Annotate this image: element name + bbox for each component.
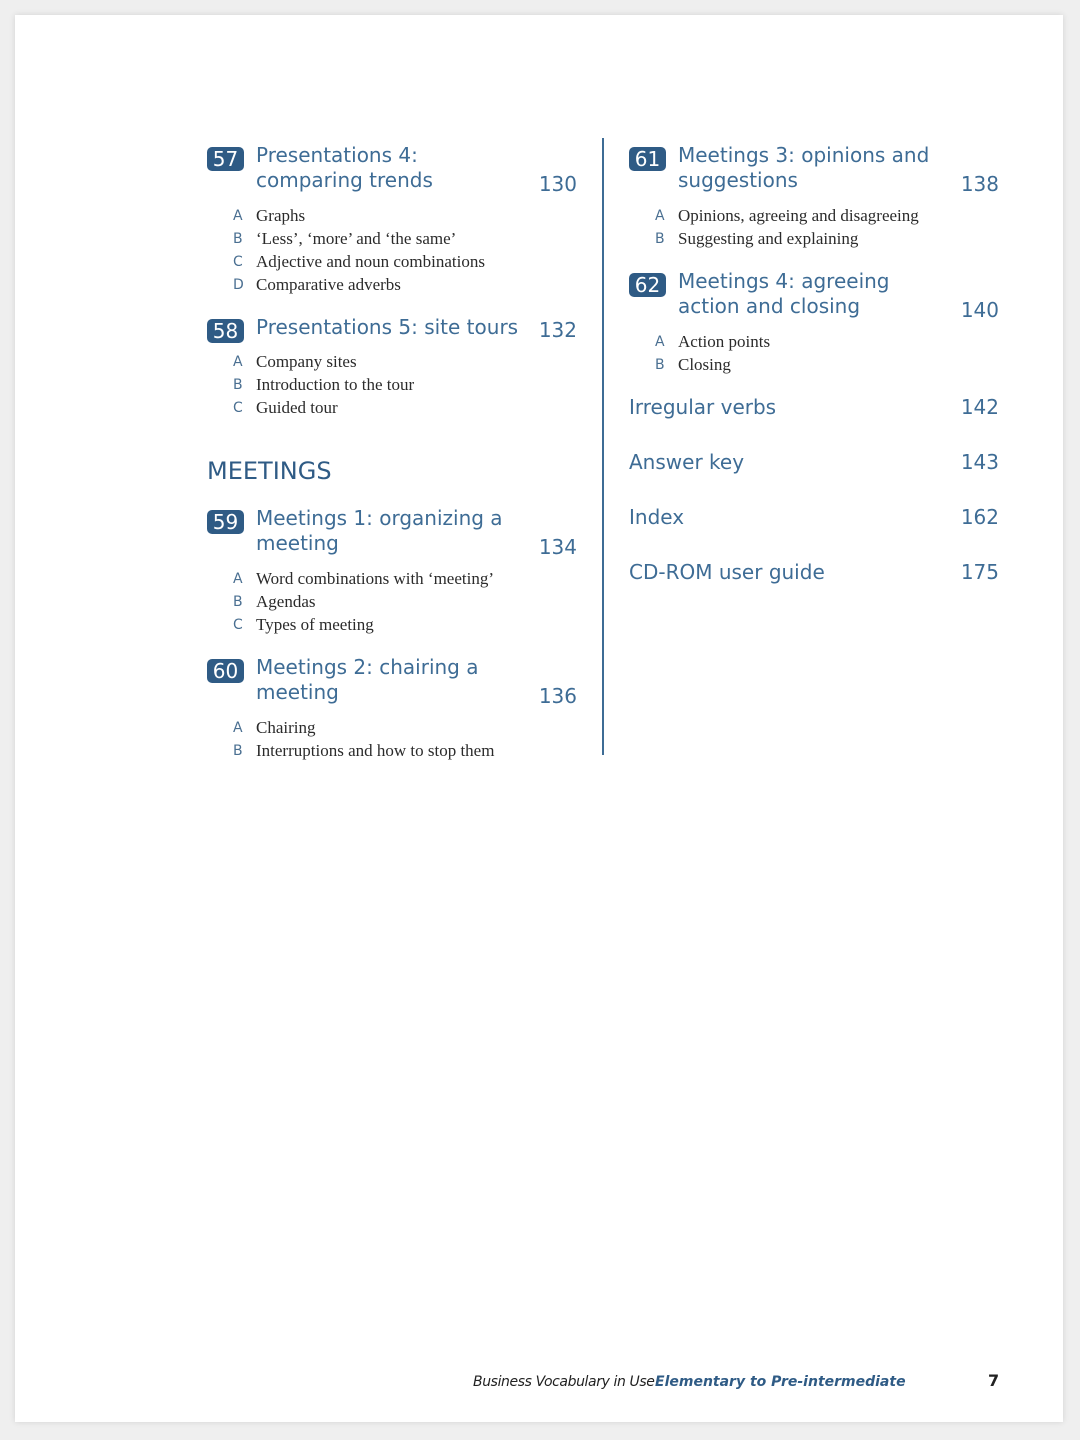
document-page [15,15,1063,1422]
subsection-title: Introduction to the tour [256,375,415,394]
subsection-title: Chairing [256,718,316,737]
toc-entry-index[interactable] [629,505,999,533]
toc-entry-title: Index [629,505,685,529]
subsection-item [207,274,577,297]
subsection-letter: A [233,571,243,587]
subsection-item [207,397,577,420]
subsection-letter: D [233,277,244,293]
subsection-letter: B [233,231,243,247]
subsection-title: Closing [678,355,731,374]
toc-entry-title: Answer key [629,450,745,474]
subsection-item [207,591,577,614]
subsection-title: Suggesting and explaining [678,229,859,248]
subsection-letter: C [233,400,243,416]
unit-57[interactable] [207,143,577,297]
subsection-list [629,205,999,251]
unit-number-badge: 60 [207,659,244,683]
subsection-item [207,351,577,374]
toc-entry-page: 162 [960,505,999,529]
toc-entry-title: Irregular verbs [629,395,777,419]
subsection-letter: A [655,208,665,224]
unit-heading [629,143,999,197]
subsection-title: Company sites [256,352,357,371]
column-divider [602,138,604,755]
unit-59[interactable] [207,506,577,637]
unit-heading [207,506,577,560]
subsection-item [207,568,577,591]
subsection-item [207,228,577,251]
unit-title: Meetings 1: organizing a meeting [256,506,503,555]
subsection-item [629,205,999,228]
unit-page-number: 132 [538,318,577,342]
subsection-list [207,205,577,297]
subsection-letter: B [233,743,243,759]
toc-entry-page: 143 [960,450,999,474]
toc-entry-page: 175 [960,560,999,584]
unit-title: Meetings 4: agreeing action and closing [678,269,890,318]
subsection-item [629,354,999,377]
unit-heading [629,269,999,323]
subsection-letter: B [233,594,243,610]
subsection-title: Adjective and noun combinations [256,252,485,271]
subsection-letter: C [233,254,243,270]
subsection-letter: B [655,231,665,247]
unit-page-number: 138 [960,172,999,196]
page-footer [15,1370,1063,1394]
subsection-title: Graphs [256,206,306,225]
subsection-item [629,228,999,251]
unit-number-badge: 61 [629,147,666,171]
unit-title: Presentations 4: comparing trends [256,143,433,192]
subsection-item [207,205,577,228]
footer-series-title: Business Vocabulary in Use [473,1374,655,1390]
subsection-letter: A [233,208,243,224]
footer-level: Elementary to Pre-intermediate [655,1374,906,1390]
subsection-title: ‘Less’, ‘more’ and ‘the same’ [256,229,457,248]
subsection-item [207,374,577,397]
unit-heading [207,315,577,343]
subsection-list [207,717,577,763]
subsection-item [207,717,577,740]
subsection-item [207,251,577,274]
unit-heading [207,143,577,197]
subsection-item [207,740,577,763]
unit-number-badge: 62 [629,273,666,297]
subsection-letter: A [233,354,243,370]
unit-page-number: 140 [960,298,999,322]
subsection-title: Word combinations with ‘meeting’ [256,569,494,588]
subsection-letter: C [233,617,243,633]
toc-entry-irregular-verbs[interactable] [629,395,999,423]
subsection-title: Types of meeting [256,615,374,634]
unit-page-number: 130 [538,172,577,196]
subsection-letter: B [655,357,665,373]
toc-entry-answer-key[interactable] [629,450,999,478]
subsection-item [629,331,999,354]
toc-entry-title: CD-ROM user guide [629,560,825,584]
subsection-title: Interruptions and how to stop them [256,741,495,760]
subsection-list [629,331,999,377]
unit-page-number: 134 [538,535,577,559]
unit-58[interactable] [207,315,577,420]
unit-title: Presentations 5: site tours [256,315,519,339]
subsection-title: Comparative adverbs [256,275,401,294]
unit-title: Meetings 2: chairing a meeting [256,655,479,704]
unit-page-number: 136 [538,684,577,708]
subsection-letter: B [233,377,243,393]
subsection-list [207,568,577,637]
subsection-title: Opinions, agreeing and disagreeing [678,206,919,225]
unit-title: Meetings 3: opinions and suggestions [678,143,930,192]
unit-62[interactable] [629,269,999,377]
footer-page-number: 7 [988,1371,1000,1390]
subsection-title: Guided tour [256,398,338,417]
subsection-title: Action points [678,332,771,351]
toc-entry-page: 142 [960,395,999,419]
unit-number-badge: 58 [207,319,244,343]
subsection-letter: A [655,334,665,350]
subsection-list [207,351,577,420]
section-heading: MEETINGS [207,457,332,485]
unit-heading [207,655,577,709]
unit-number-badge: 57 [207,147,244,171]
subsection-letter: A [233,720,243,736]
unit-number-badge: 59 [207,510,244,534]
toc-entry-cd-rom-user-guide[interactable] [629,560,999,588]
subsection-item [207,614,577,637]
subsection-title: Agendas [256,592,316,611]
unit-61[interactable] [629,143,999,251]
unit-60[interactable] [207,655,577,763]
